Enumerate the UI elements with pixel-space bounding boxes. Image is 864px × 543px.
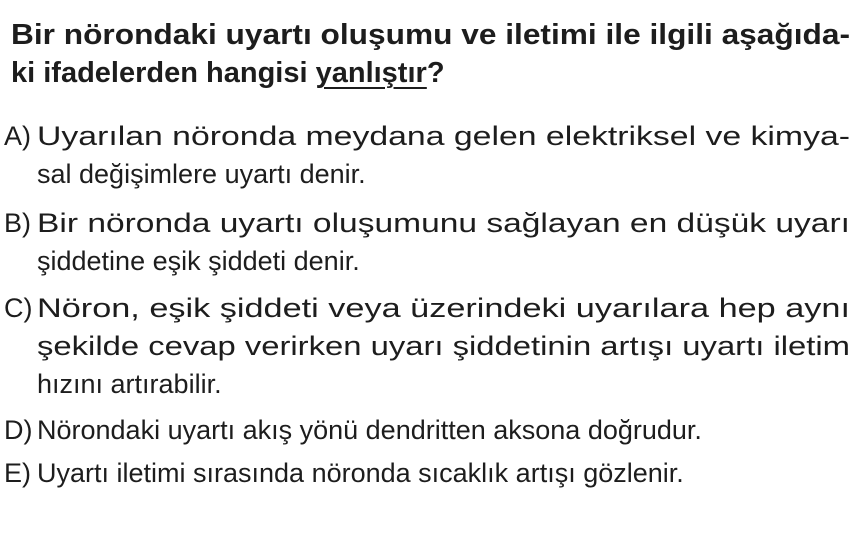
- option-b-letter: B): [4, 208, 31, 238]
- option-d-letter: D): [4, 415, 33, 445]
- option-d: [4, 411, 850, 449]
- option-b-line-2: şiddetine eşik şiddeti denir.: [37, 246, 360, 276]
- option-d-line-1: Nörondaki uyartı akış yönü dendritten aksona doğrudur.: [37, 415, 702, 445]
- option-e: [4, 454, 850, 492]
- option-c-line-2: şekilde cevap verirken uyarı şiddetinin artışı uyartı iletim: [37, 331, 850, 361]
- option-a: [4, 117, 850, 193]
- option-b: [4, 204, 850, 280]
- stem-line-2-suffix: ?: [426, 57, 445, 89]
- stem-line-1-text: Bir nörondaki uyartı oluşumu ve iletimi ile ilgili aşağıda-: [11, 19, 851, 51]
- option-d-text: [37, 411, 850, 449]
- option-c: [4, 289, 850, 403]
- stem-line-2-prefix: ki ifadelerden hangisi: [11, 57, 316, 89]
- option-a-line-2: sal değişimlere uyartı denir.: [37, 159, 366, 189]
- underlined-word: yanlıştır: [315, 57, 427, 89]
- option-a-letter: A): [4, 121, 31, 151]
- options-list: [4, 117, 850, 492]
- option-a-text: [37, 117, 850, 193]
- option-b-text: [37, 204, 850, 280]
- question-stem: [11, 16, 850, 92]
- stem-line-2: [11, 54, 850, 92]
- option-e-letter: E): [4, 458, 31, 488]
- option-c-line-3: hızını artırabilir.: [37, 369, 222, 399]
- option-c-text: [37, 289, 850, 403]
- stem-line-2-text: [11, 54, 445, 92]
- stem-line-1: [11, 16, 850, 54]
- option-e-line-1: Uyartı iletimi sırasında nöronda sıcaklık artışı gözlenir.: [37, 458, 684, 488]
- option-c-letter: C): [4, 293, 33, 323]
- option-c-line-1: Nöron, eşik şiddeti veya üzerindeki uyarılara hep aynı: [37, 293, 850, 323]
- option-e-text: [37, 454, 850, 492]
- option-b-line-1: Bir nöronda uyartı oluşumunu sağlayan en düşük uyarı: [37, 208, 850, 238]
- option-a-line-1: Uyarılan nöronda meydana gelen elektriksel ve kimya-: [37, 121, 850, 151]
